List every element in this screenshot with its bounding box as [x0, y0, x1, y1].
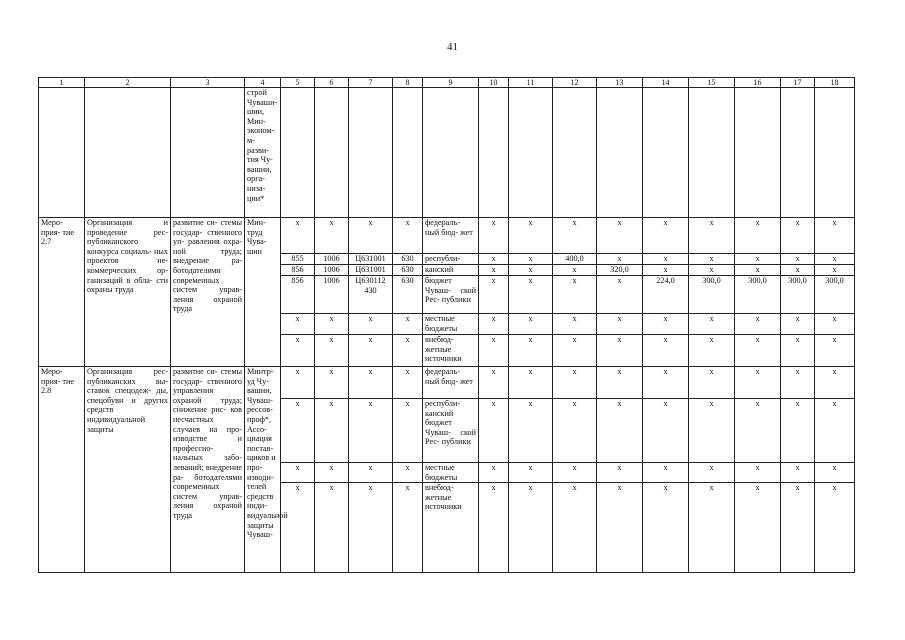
chapter-cell: 856	[281, 276, 315, 314]
funding-source-cell: республи-	[423, 254, 479, 265]
value-cell: x	[781, 463, 815, 483]
section-cell: x	[315, 367, 349, 399]
funding-source-cell: федераль- ный бюд- жет	[423, 218, 479, 254]
value-cell: 224,0	[643, 276, 689, 314]
value-cell: x	[735, 399, 781, 463]
value-cell: x	[735, 367, 781, 399]
header-cell-8: 8	[393, 78, 423, 88]
target-article-cell: x	[349, 463, 393, 483]
event-name: Организация рес- публиканских вы- ставок спецодеж- ды, спецобуви и других средств индивидуальной защиты	[85, 367, 171, 573]
value-cell: x	[597, 335, 643, 367]
value-cell: x	[781, 265, 815, 276]
value-cell: x	[735, 314, 781, 335]
value-cell: x	[479, 367, 509, 399]
value-cell: x	[509, 314, 553, 335]
value-cell: x	[553, 399, 597, 463]
value-cell: x	[815, 483, 855, 573]
value-cell: x	[781, 335, 815, 367]
target-article-cell: x	[349, 314, 393, 335]
value-cell: x	[597, 218, 643, 254]
value-cell: x	[509, 218, 553, 254]
chapter-cell: x	[281, 335, 315, 367]
header-cell-17: 17	[781, 78, 815, 88]
section-cell: x	[315, 399, 349, 463]
value-cell: x	[689, 399, 735, 463]
value-cell: x	[553, 367, 597, 399]
value-cell: x	[643, 463, 689, 483]
value-cell: x	[509, 265, 553, 276]
target-article-cell: x	[349, 367, 393, 399]
value-cell: x	[479, 483, 509, 573]
value-cell: x	[553, 218, 597, 254]
value-cell: x	[643, 335, 689, 367]
chapter-cell: x	[281, 367, 315, 399]
value-cell: x	[597, 483, 643, 573]
expense-type-cell: x	[393, 463, 423, 483]
value-cell: x	[735, 254, 781, 265]
expense-type-cell: 630	[393, 265, 423, 276]
header-cell-5: 5	[281, 78, 315, 88]
target-article-cell: Ц630112 430	[349, 276, 393, 314]
value-cell: x	[643, 367, 689, 399]
chapter-cell: x	[281, 314, 315, 335]
value-cell: 300,0	[781, 276, 815, 314]
chapter-cell: x	[281, 399, 315, 463]
expense-type-cell: x	[393, 367, 423, 399]
funding-source-cell: республи- канский бюджет Чуваш- ской Рес- публики	[423, 399, 479, 463]
page-number: 41	[447, 41, 458, 53]
value-cell: x	[643, 483, 689, 573]
header-cell-6: 6	[315, 78, 349, 88]
section-cell: x	[315, 314, 349, 335]
section-cell: x	[315, 483, 349, 573]
value-cell: x	[597, 399, 643, 463]
value-cell: x	[479, 265, 509, 276]
header-cell-11: 11	[509, 78, 553, 88]
value-cell: x	[509, 483, 553, 573]
value-cell: x	[479, 463, 509, 483]
target-article-cell: x	[349, 335, 393, 367]
header-cell-16: 16	[735, 78, 781, 88]
header-cell-13: 13	[597, 78, 643, 88]
value-cell: x	[597, 463, 643, 483]
budget-table	[38, 77, 855, 573]
header-row	[39, 78, 855, 88]
value-cell: x	[597, 276, 643, 314]
header-cell-4: 4	[245, 78, 281, 88]
value-cell: x	[553, 265, 597, 276]
event-goal: развитие си- стемы государ- ственного уп- равления охра- ной труда; внедрение ра- ботодателями современных систем управ- ления охраной труда	[171, 218, 245, 367]
value-cell: 400,0	[553, 254, 597, 265]
target-article-cell: x	[349, 218, 393, 254]
section-cell: 1006	[315, 276, 349, 314]
value-cell: x	[689, 254, 735, 265]
section-cell: x	[315, 335, 349, 367]
target-article-cell: x	[349, 399, 393, 463]
funding-source-cell: местные бюджеты	[423, 314, 479, 335]
value-cell: 300,0	[689, 276, 735, 314]
value-cell: x	[509, 367, 553, 399]
funding-source-cell: федераль- ный бюд- жет	[423, 367, 479, 399]
table-row	[39, 367, 855, 399]
value-cell: x	[689, 265, 735, 276]
value-cell: x	[735, 463, 781, 483]
table-row	[39, 218, 855, 254]
value-cell: x	[643, 314, 689, 335]
value-cell: x	[643, 399, 689, 463]
header-cell-15: 15	[689, 78, 735, 88]
value-cell: 320,0	[597, 265, 643, 276]
value-cell: x	[509, 399, 553, 463]
value-cell: x	[597, 314, 643, 335]
header-cell-10: 10	[479, 78, 509, 88]
event-name: Организация и проведение рес- публиканского конкурса социаль- ных проектов не- коммерческих ор- ганизаций в обла- сти охраны труда	[85, 218, 171, 367]
value-cell: x	[735, 265, 781, 276]
value-cell: x	[643, 254, 689, 265]
value-cell: x	[735, 218, 781, 254]
value-cell: x	[509, 276, 553, 314]
target-article-cell: Ц631001	[349, 254, 393, 265]
header-cell-7: 7	[349, 78, 393, 88]
value-cell: x	[689, 335, 735, 367]
value-cell: x	[815, 335, 855, 367]
value-cell: x	[735, 335, 781, 367]
value-cell: x	[815, 254, 855, 265]
value-cell: x	[479, 335, 509, 367]
funding-source-cell: внебюд- жетные источники	[423, 483, 479, 573]
value-cell: x	[479, 314, 509, 335]
value-cell: 300,0	[735, 276, 781, 314]
value-cell: x	[689, 463, 735, 483]
carry-executor: строй Чуваши- шии, Мин- эконом- м- разви- тия Чу- вашии, орга- низа- ции*	[245, 88, 281, 218]
section-cell: x	[315, 218, 349, 254]
value-cell: x	[781, 367, 815, 399]
funding-source-cell: канский	[423, 265, 479, 276]
carry-over-row	[39, 88, 855, 218]
value-cell: x	[815, 367, 855, 399]
expense-type-cell: x	[393, 314, 423, 335]
header-cell-3: 3	[171, 78, 245, 88]
chapter-cell: 856	[281, 265, 315, 276]
value-cell: x	[781, 483, 815, 573]
event-label: Меро- прия- тие 2.8	[39, 367, 85, 573]
target-article-cell: x	[349, 483, 393, 573]
value-cell: x	[781, 399, 815, 463]
value-cell: 300,0	[815, 276, 855, 314]
header-cell-18: 18	[815, 78, 855, 88]
header-cell-1: 1	[39, 78, 85, 88]
section-cell: 1006	[315, 265, 349, 276]
header-cell-2: 2	[85, 78, 171, 88]
value-cell: x	[509, 335, 553, 367]
value-cell: x	[689, 314, 735, 335]
value-cell: x	[509, 463, 553, 483]
value-cell: x	[781, 314, 815, 335]
value-cell: x	[815, 265, 855, 276]
value-cell: x	[553, 314, 597, 335]
chapter-cell: 855	[281, 254, 315, 265]
header-cell-12: 12	[553, 78, 597, 88]
value-cell: x	[553, 463, 597, 483]
expense-type-cell: x	[393, 335, 423, 367]
value-cell: x	[553, 335, 597, 367]
expense-type-cell: x	[393, 399, 423, 463]
chapter-cell: x	[281, 218, 315, 254]
section-cell: 1006	[315, 254, 349, 265]
value-cell: x	[479, 399, 509, 463]
funding-source-cell: внебюд- жетные источники	[423, 335, 479, 367]
funding-source-cell: бюджет Чуваш- ской Рес- публики	[423, 276, 479, 314]
value-cell: x	[643, 218, 689, 254]
value-cell: x	[553, 483, 597, 573]
expense-type-cell: 630	[393, 254, 423, 265]
value-cell: x	[781, 254, 815, 265]
expense-type-cell: 630	[393, 276, 423, 314]
target-article-cell: Ц631001	[349, 265, 393, 276]
value-cell: x	[689, 483, 735, 573]
expense-type-cell: x	[393, 483, 423, 573]
chapter-cell: x	[281, 463, 315, 483]
expense-type-cell: x	[393, 218, 423, 254]
chapter-cell: x	[281, 483, 315, 573]
value-cell: x	[689, 367, 735, 399]
event-executor: Минтр- уд Чу- вашии, Чуваш- рессов- проф*, Ассо- циация постав- щиков и про- изводи- телей средств инди- видуальной защиты Чуваш-	[245, 367, 281, 573]
value-cell: x	[781, 218, 815, 254]
value-cell: x	[479, 276, 509, 314]
header-cell-14: 14	[643, 78, 689, 88]
value-cell: x	[597, 254, 643, 265]
value-cell: x	[689, 218, 735, 254]
section-cell: x	[315, 463, 349, 483]
value-cell: x	[479, 254, 509, 265]
value-cell: x	[597, 367, 643, 399]
value-cell: x	[553, 276, 597, 314]
funding-source-cell: местные бюджеты	[423, 463, 479, 483]
event-goal: развитие си- стемы государ- ственного управления охраной труда; снижение рис- ков несчастных случаев на про- изводстве и профессио- нальных забо- леваний; внедрение ра- ботодателями современных систем управ- ления охраной труда	[171, 367, 245, 573]
event-executor: Мин- труд Чува- шии	[245, 218, 281, 367]
value-cell: x	[815, 218, 855, 254]
value-cell: x	[735, 483, 781, 573]
event-label: Меро- прия- тие 2.7	[39, 218, 85, 367]
value-cell: x	[479, 218, 509, 254]
value-cell: x	[509, 254, 553, 265]
value-cell: x	[815, 399, 855, 463]
value-cell: x	[815, 463, 855, 483]
value-cell: x	[815, 314, 855, 335]
value-cell: x	[643, 265, 689, 276]
header-cell-9: 9	[423, 78, 479, 88]
